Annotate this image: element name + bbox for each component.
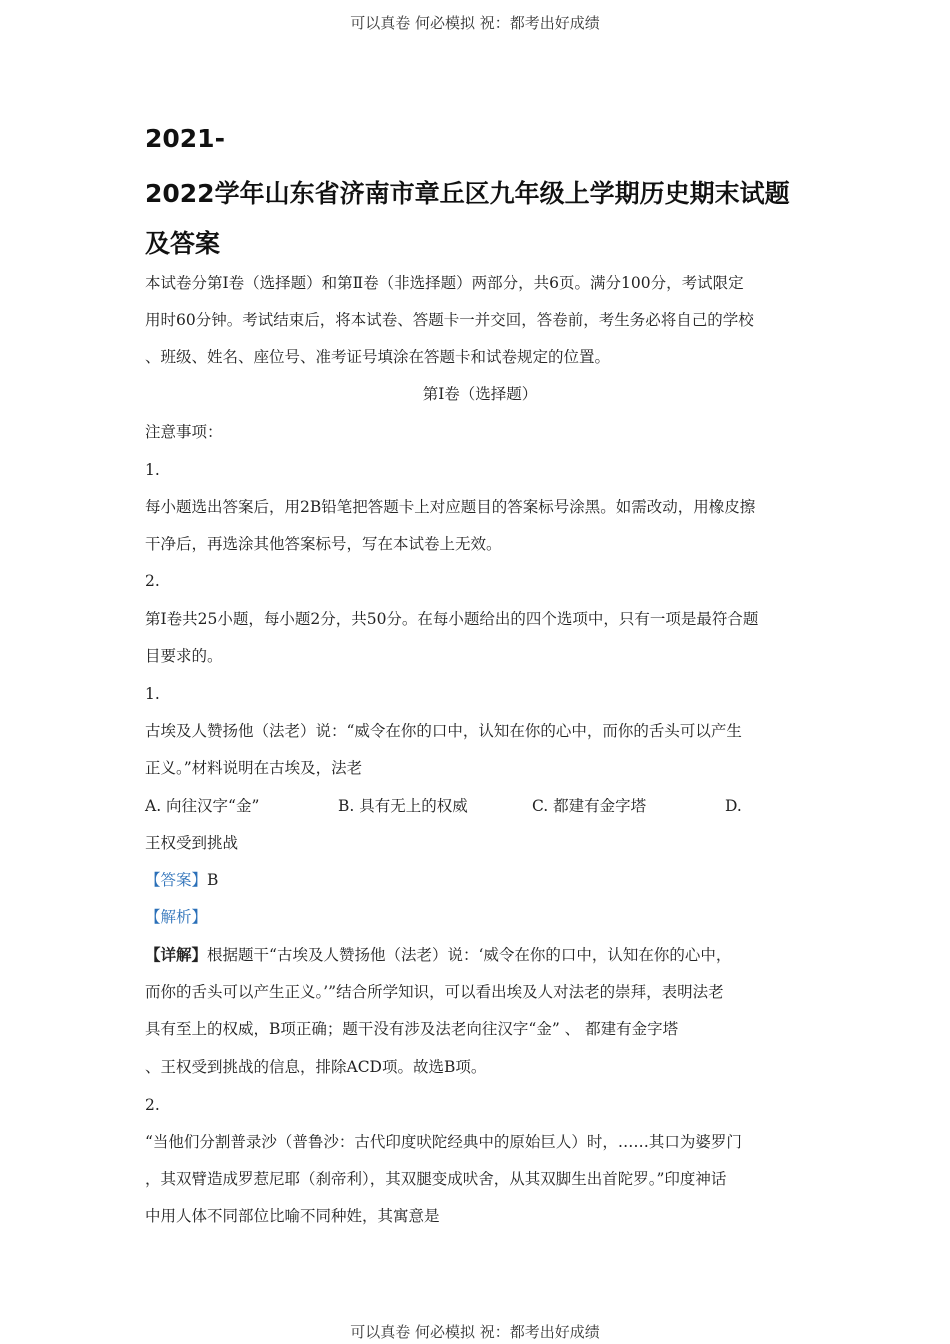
- notice-item-1-line-1: 每小题选出答案后，用2B铅笔把答题卡上对应题目的答案标号涂黑。如需改动，用橡皮擦: [145, 498, 756, 516]
- doc-title-line-2: 2022学年山东省济南市章丘区九年级上学期历史期末试题: [145, 179, 790, 208]
- notice-item-2-line-1: 第Ⅰ卷共25小题，每小题2分，共50分。在每小题给出的四个选项中，只有一项是最符合题: [145, 610, 759, 628]
- detail-tag: 【详解】: [145, 945, 208, 964]
- question-2-stem-line-3: 中用人体不同部位比喻不同种姓，其寓意是: [145, 1207, 440, 1225]
- intro-line-2: 用时60分钟。考试结束后，将本试卷、答题卡一并交回，答卷前，考生务必将自己的学校: [145, 311, 754, 329]
- question-1-detail-line-4: 、王权受到挑战的信息，排除ACD项。故选B项。: [145, 1058, 487, 1076]
- question-1-detail-line-2: 而你的舌头可以产生正义。’”结合所学知识，可以看出埃及人对法老的崇拜，表明法老: [145, 983, 724, 1001]
- notice-item-1-number: 1.: [145, 461, 160, 479]
- page-header: 可以真卷 何必模拟 祝：都考出好成绩: [350, 14, 600, 32]
- question-1-option-d-text: 王权受到挑战: [145, 834, 239, 852]
- question-1-analysis-tag: 【解析】: [145, 908, 208, 926]
- question-1-option-d-label: D.: [725, 797, 742, 815]
- question-1-option-c: C. 都建有金字塔: [532, 797, 647, 815]
- detail-text-1: 根据题干“古埃及人赞扬他（法老）说：‘威令在你的口中，认知在你的心中，: [207, 946, 732, 964]
- question-1-detail-line-1: [145, 945, 731, 965]
- intro-line-3: 、班级、姓名、座位号、准考证号填涂在答题卡和试卷规定的位置。: [145, 348, 611, 366]
- notice-item-2-line-2: 目要求的。: [145, 647, 223, 665]
- question-1-detail-line-3: 具有至上的权威，B项正确；题干没有涉及法老向往汉字“金” 、 都建有金字塔: [145, 1020, 679, 1038]
- doc-title-line-3: 及答案: [145, 229, 221, 258]
- question-2-stem-line-1: “当他们分割普录沙（普鲁沙：古代印度吠陀经典中的原始巨人）时，……其口为婆罗门: [145, 1133, 742, 1151]
- question-1-stem-line-1: 古埃及人赞扬他（法老）说：“威令在你的口中，认知在你的心中，而你的舌头可以产生: [145, 722, 742, 740]
- answer-value: B: [207, 871, 219, 889]
- doc-title-line-1: 2021-: [145, 124, 225, 153]
- notice-item-1-line-2: 干净后，再选涂其他答案标号，写在本试卷上无效。: [145, 535, 502, 553]
- question-1-option-b: B. 具有无上的权威: [338, 797, 468, 815]
- intro-line-1: 本试卷分第Ⅰ卷（选择题）和第Ⅱ卷（非选择题）两部分，共6页。满分100分，考试限定: [145, 274, 744, 292]
- page-footer: 可以真卷 何必模拟 祝：都考出好成绩: [350, 1323, 600, 1341]
- notice-item-2-number: 2.: [145, 572, 160, 590]
- answer-tag: 【答案】: [145, 871, 208, 889]
- question-1-option-a: A. 向往汉字“金”: [145, 797, 260, 815]
- question-1-stem-line-2: 正义。”材料说明在古埃及，法老: [145, 759, 363, 777]
- section-title: 第Ⅰ卷（选择题）: [422, 385, 538, 403]
- question-2-number: 2.: [145, 1096, 160, 1114]
- question-2-stem-line-2: ，其双臂造成罗惹尼耶（刹帝利），其双腿变成吠舍，从其双脚生出首陀罗。”印度神话: [145, 1170, 727, 1188]
- notice-heading: 注意事项：: [145, 423, 223, 441]
- question-1-number: 1.: [145, 685, 160, 703]
- question-1-answer: [145, 870, 218, 890]
